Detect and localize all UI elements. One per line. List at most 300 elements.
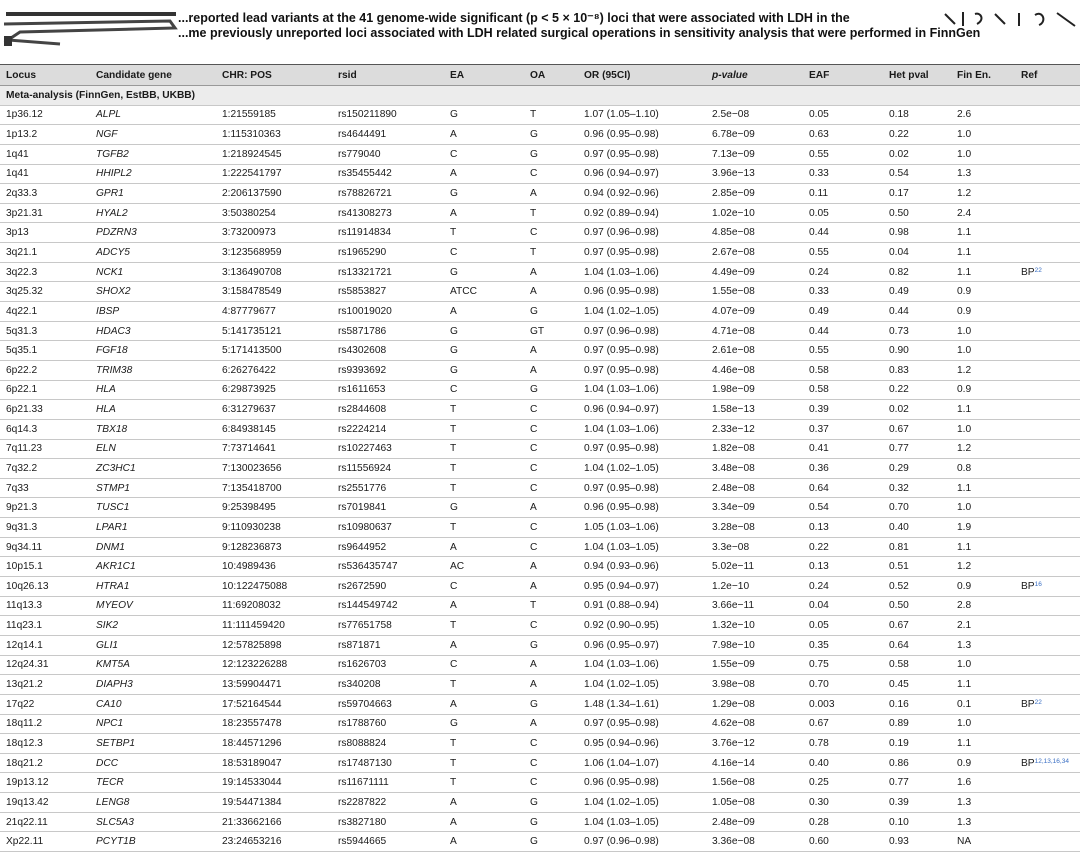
rsid-cell: rs1965290 [332, 243, 444, 263]
odds-ratio-cell: 0.91 (0.88–0.94) [578, 596, 706, 616]
locus-cell: 1q41 [0, 144, 90, 164]
table-header-row [0, 65, 1080, 86]
effect-allele-cell: T [444, 400, 524, 420]
eaf-cell: 0.13 [803, 518, 883, 538]
position-cell: 18:44571296 [216, 734, 332, 754]
rsid-cell: rs536435747 [332, 557, 444, 577]
het-pval-cell: 0.16 [883, 694, 951, 714]
eaf-cell: 0.22 [803, 537, 883, 557]
position-cell: 21:33662166 [216, 812, 332, 832]
odds-ratio-cell: 1.04 (1.03–1.06) [578, 262, 706, 282]
gene-cell: TGFB2 [90, 144, 216, 164]
other-allele-cell: A [524, 655, 578, 675]
other-allele-cell: G [524, 144, 578, 164]
other-allele-cell: C [524, 459, 578, 479]
table-row [0, 262, 1080, 282]
other-allele-cell: C [524, 773, 578, 793]
rsid-cell: rs2224214 [332, 419, 444, 439]
effect-allele-cell: C [444, 243, 524, 263]
eaf-cell: 0.54 [803, 498, 883, 518]
fin-enrichment-cell: 0.9 [951, 380, 1015, 400]
odds-ratio-cell: 1.04 (1.03–1.06) [578, 419, 706, 439]
odds-ratio-cell: 1.48 (1.34–1.61) [578, 694, 706, 714]
eaf-cell: 0.30 [803, 793, 883, 813]
fin-enrichment-cell: 1.0 [951, 341, 1015, 361]
other-allele-cell: C [524, 518, 578, 538]
ref-citation-link[interactable]: 22 [1034, 698, 1042, 706]
ref-cell [1015, 164, 1080, 184]
fin-enrichment-cell: 1.2 [951, 184, 1015, 204]
table-row [0, 302, 1080, 322]
ref-cell [1015, 773, 1080, 793]
fin-enrichment-cell: 1.1 [951, 537, 1015, 557]
column-header-fin-en: Fin En. [951, 65, 1015, 86]
other-allele-cell: C [524, 753, 578, 773]
eaf-cell: 0.75 [803, 655, 883, 675]
locus-cell: 11q23.1 [0, 616, 90, 636]
table-row [0, 164, 1080, 184]
ref-cell [1015, 321, 1080, 341]
het-pval-cell: 0.44 [883, 302, 951, 322]
locus-cell: 3p21.31 [0, 203, 90, 223]
het-pval-cell: 0.90 [883, 341, 951, 361]
gene-cell: HTRA1 [90, 577, 216, 597]
redaction-scribble-right [935, 10, 1080, 28]
eaf-cell: 0.64 [803, 478, 883, 498]
column-header-eaf: EAF [803, 65, 883, 86]
ref-cell [1015, 812, 1080, 832]
effect-allele-cell: A [444, 596, 524, 616]
ref-cell [1015, 262, 1080, 282]
position-cell: 9:110930238 [216, 518, 332, 538]
other-allele-cell: G [524, 302, 578, 322]
eaf-cell: 0.37 [803, 419, 883, 439]
het-pval-cell: 0.22 [883, 380, 951, 400]
locus-cell: 19p13.12 [0, 773, 90, 793]
table-row [0, 400, 1080, 420]
ref-cell [1015, 282, 1080, 302]
table-row [0, 714, 1080, 734]
locus-cell: 7q33 [0, 478, 90, 498]
position-cell: 7:130023656 [216, 459, 332, 479]
ref-cell [1015, 243, 1080, 263]
p-value-cell: 1.82e−08 [706, 439, 803, 459]
odds-ratio-cell: 0.96 (0.95–0.98) [578, 282, 706, 302]
table-row [0, 655, 1080, 675]
gene-cell: TRIM38 [90, 360, 216, 380]
eaf-cell: 0.55 [803, 243, 883, 263]
rsid-cell: rs5944665 [332, 832, 444, 852]
ref-cell [1015, 400, 1080, 420]
table-row [0, 243, 1080, 263]
position-cell: 10:122475088 [216, 577, 332, 597]
p-value-cell: 5.02e−11 [706, 557, 803, 577]
table-row [0, 203, 1080, 223]
position-cell: 13:59904471 [216, 675, 332, 695]
ref-label: BP [1021, 698, 1035, 710]
column-header-or: OR (95CI) [578, 65, 706, 86]
section-label: Meta-analysis (FinnGen, EstBB, UKBB) [0, 86, 1080, 106]
table-row [0, 105, 1080, 125]
locus-cell: 7q11.23 [0, 439, 90, 459]
fin-enrichment-cell: 1.1 [951, 243, 1015, 263]
table-row [0, 753, 1080, 773]
fin-enrichment-cell: 2.6 [951, 105, 1015, 125]
eaf-cell: 0.49 [803, 302, 883, 322]
odds-ratio-cell: 0.97 (0.95–0.98) [578, 341, 706, 361]
other-allele-cell: C [524, 400, 578, 420]
p-value-cell: 7.13e−09 [706, 144, 803, 164]
p-value-cell: 4.46e−08 [706, 360, 803, 380]
p-value-cell: 4.07e−09 [706, 302, 803, 322]
p-value-cell: 7.98e−10 [706, 635, 803, 655]
rsid-cell: rs1611653 [332, 380, 444, 400]
other-allele-cell: G [524, 832, 578, 852]
rsid-cell: rs340208 [332, 675, 444, 695]
effect-allele-cell: A [444, 812, 524, 832]
gene-cell: FGF18 [90, 341, 216, 361]
fin-enrichment-cell: 0.8 [951, 459, 1015, 479]
rsid-cell: rs10980637 [332, 518, 444, 538]
position-cell: 9:128236873 [216, 537, 332, 557]
locus-cell: 6q14.3 [0, 419, 90, 439]
locus-cell: 12q24.31 [0, 655, 90, 675]
gene-cell: ADCY5 [90, 243, 216, 263]
position-cell: 6:84938145 [216, 419, 332, 439]
position-cell: 10:4989436 [216, 557, 332, 577]
fin-enrichment-cell: 1.1 [951, 675, 1015, 695]
fin-enrichment-cell: 1.0 [951, 125, 1015, 145]
position-cell: 11:69208032 [216, 596, 332, 616]
eaf-cell: 0.67 [803, 714, 883, 734]
odds-ratio-cell: 0.92 (0.89–0.94) [578, 203, 706, 223]
fin-enrichment-cell: 1.0 [951, 144, 1015, 164]
gene-cell: HHIPL2 [90, 164, 216, 184]
odds-ratio-cell: 0.96 (0.95–0.97) [578, 635, 706, 655]
locus-cell: 3p13 [0, 223, 90, 243]
rsid-cell: rs11556924 [332, 459, 444, 479]
gene-cell: HLA [90, 380, 216, 400]
fin-enrichment-cell: 0.1 [951, 694, 1015, 714]
locus-cell: 9p21.3 [0, 498, 90, 518]
fin-enrichment-cell: 1.1 [951, 478, 1015, 498]
position-cell: 1:115310363 [216, 125, 332, 145]
locus-cell: 21q22.11 [0, 812, 90, 832]
ref-cell [1015, 577, 1080, 597]
eaf-cell: 0.39 [803, 400, 883, 420]
rsid-cell: rs11671111 [332, 773, 444, 793]
rsid-cell: rs8088824 [332, 734, 444, 754]
odds-ratio-cell: 0.97 (0.96–0.98) [578, 223, 706, 243]
fin-enrichment-cell: 0.9 [951, 282, 1015, 302]
ref-citation-link[interactable]: 16 [1034, 580, 1042, 588]
p-value-cell: 3.98e−08 [706, 675, 803, 695]
gene-cell: PCYT1B [90, 832, 216, 852]
other-allele-cell: C [524, 439, 578, 459]
p-value-cell: 1.29e−08 [706, 694, 803, 714]
eaf-cell: 0.70 [803, 675, 883, 695]
rsid-cell: rs10019020 [332, 302, 444, 322]
fin-enrichment-cell: 1.0 [951, 714, 1015, 734]
table-row [0, 144, 1080, 164]
locus-cell: 6p22.2 [0, 360, 90, 380]
odds-ratio-cell: 0.95 (0.94–0.97) [578, 577, 706, 597]
rsid-cell: rs11914834 [332, 223, 444, 243]
table-row [0, 223, 1080, 243]
odds-ratio-cell: 0.96 (0.95–0.98) [578, 773, 706, 793]
fin-enrichment-cell: 0.9 [951, 302, 1015, 322]
ref-cell [1015, 734, 1080, 754]
ref-cell [1015, 341, 1080, 361]
effect-allele-cell: ATCC [444, 282, 524, 302]
effect-allele-cell: G [444, 321, 524, 341]
ref-citation-link[interactable]: 22 [1034, 266, 1042, 274]
locus-cell: 18q11.2 [0, 714, 90, 734]
het-pval-cell: 0.10 [883, 812, 951, 832]
rsid-cell: rs3827180 [332, 812, 444, 832]
other-allele-cell: G [524, 694, 578, 714]
rsid-cell: rs1626703 [332, 655, 444, 675]
table-row [0, 773, 1080, 793]
p-value-cell: 6.78e−09 [706, 125, 803, 145]
effect-allele-cell: A [444, 302, 524, 322]
position-cell: 3:50380254 [216, 203, 332, 223]
p-value-cell: 3.66e−11 [706, 596, 803, 616]
rsid-cell: rs2672590 [332, 577, 444, 597]
eaf-cell: 0.78 [803, 734, 883, 754]
other-allele-cell: T [524, 105, 578, 125]
ref-cell [1015, 144, 1080, 164]
rsid-cell: rs2844608 [332, 400, 444, 420]
het-pval-cell: 0.51 [883, 557, 951, 577]
effect-allele-cell: T [444, 753, 524, 773]
fin-enrichment-cell: 1.6 [951, 773, 1015, 793]
odds-ratio-cell: 1.04 (1.03–1.05) [578, 537, 706, 557]
column-header-chr-pos: CHR: POS [216, 65, 332, 86]
other-allele-cell: T [524, 243, 578, 263]
eaf-cell: 0.58 [803, 380, 883, 400]
gene-cell: TUSC1 [90, 498, 216, 518]
ref-cell [1015, 557, 1080, 577]
effect-allele-cell: G [444, 360, 524, 380]
p-value-cell: 4.85e−08 [706, 223, 803, 243]
odds-ratio-cell: 1.04 (1.03–1.06) [578, 380, 706, 400]
eaf-cell: 0.36 [803, 459, 883, 479]
other-allele-cell: C [524, 223, 578, 243]
position-cell: 5:171413500 [216, 341, 332, 361]
het-pval-cell: 0.81 [883, 537, 951, 557]
fin-enrichment-cell: 1.3 [951, 164, 1015, 184]
caption-line-1: ...reported lead variants at the 41 genome-wide significant (p < 5 × 10⁻⁸) loci that were associated with LDH in the [178, 11, 850, 25]
effect-allele-cell: A [444, 694, 524, 714]
other-allele-cell: G [524, 812, 578, 832]
position-cell: 12:123226288 [216, 655, 332, 675]
odds-ratio-cell: 0.97 (0.96–0.98) [578, 321, 706, 341]
gene-cell: TECR [90, 773, 216, 793]
table-row [0, 478, 1080, 498]
eaf-cell: 0.05 [803, 203, 883, 223]
fin-enrichment-cell: 1.0 [951, 498, 1015, 518]
table-row [0, 282, 1080, 302]
p-value-cell: 1.58e−13 [706, 400, 803, 420]
ref-cell [1015, 302, 1080, 322]
het-pval-cell: 0.67 [883, 616, 951, 636]
effect-allele-cell: A [444, 125, 524, 145]
column-header-ref: Ref [1015, 65, 1080, 86]
rsid-cell: rs5871786 [332, 321, 444, 341]
effect-allele-cell: T [444, 773, 524, 793]
eaf-cell: 0.55 [803, 341, 883, 361]
locus-cell: 19q13.42 [0, 793, 90, 813]
gene-cell: DCC [90, 753, 216, 773]
het-pval-cell: 0.86 [883, 753, 951, 773]
effect-allele-cell: C [444, 144, 524, 164]
ref-label: BP [1021, 266, 1035, 278]
effect-allele-cell: T [444, 518, 524, 538]
table-row [0, 459, 1080, 479]
gene-cell: STMP1 [90, 478, 216, 498]
column-header-oa: OA [524, 65, 578, 86]
eaf-cell: 0.33 [803, 282, 883, 302]
locus-cell: 6p21.33 [0, 400, 90, 420]
table-row [0, 596, 1080, 616]
p-value-cell: 1.98e−09 [706, 380, 803, 400]
gene-cell: CA10 [90, 694, 216, 714]
position-cell: 6:29873925 [216, 380, 332, 400]
odds-ratio-cell: 0.96 (0.94–0.97) [578, 164, 706, 184]
p-value-cell: 1.05e−08 [706, 793, 803, 813]
fin-enrichment-cell: 2.1 [951, 616, 1015, 636]
locus-cell: 18q21.2 [0, 753, 90, 773]
table-row [0, 125, 1080, 145]
locus-cell: Xp22.11 [0, 832, 90, 852]
effect-allele-cell: T [444, 734, 524, 754]
locus-cell: 2q33.3 [0, 184, 90, 204]
gene-cell: PDZRN3 [90, 223, 216, 243]
eaf-cell: 0.44 [803, 223, 883, 243]
p-value-cell: 3.76e−12 [706, 734, 803, 754]
table-row [0, 793, 1080, 813]
rsid-cell: rs5853827 [332, 282, 444, 302]
p-value-cell: 3.48e−08 [706, 459, 803, 479]
odds-ratio-cell: 0.97 (0.95–0.98) [578, 360, 706, 380]
p-value-cell: 1.2e−10 [706, 577, 803, 597]
locus-cell: 5q31.3 [0, 321, 90, 341]
column-header-p-value: p-value [706, 65, 803, 86]
het-pval-cell: 0.04 [883, 243, 951, 263]
locus-cell: 6p22.1 [0, 380, 90, 400]
odds-ratio-cell: 1.04 (1.02–1.05) [578, 459, 706, 479]
eaf-cell: 0.41 [803, 439, 883, 459]
rsid-cell: rs144549742 [332, 596, 444, 616]
locus-cell: 3q21.1 [0, 243, 90, 263]
column-header-ea: EA [444, 65, 524, 86]
eaf-cell: 0.44 [803, 321, 883, 341]
eaf-cell: 0.60 [803, 832, 883, 852]
rsid-cell: rs17487130 [332, 753, 444, 773]
eaf-cell: 0.33 [803, 164, 883, 184]
ref-cell [1015, 753, 1080, 773]
p-value-cell: 2.61e−08 [706, 341, 803, 361]
locus-cell: 9q34.11 [0, 537, 90, 557]
rsid-cell: rs779040 [332, 144, 444, 164]
gene-cell: HDAC3 [90, 321, 216, 341]
other-allele-cell: C [524, 537, 578, 557]
gene-cell: LPAR1 [90, 518, 216, 538]
het-pval-cell: 0.58 [883, 655, 951, 675]
locus-cell: 9q31.3 [0, 518, 90, 538]
position-cell: 3:158478549 [216, 282, 332, 302]
eaf-cell: 0.003 [803, 694, 883, 714]
gene-cell: SETBP1 [90, 734, 216, 754]
het-pval-cell: 0.39 [883, 793, 951, 813]
het-pval-cell: 0.02 [883, 400, 951, 420]
p-value-cell: 2.33e−12 [706, 419, 803, 439]
ref-citation-link[interactable]: 12,13,16,34 [1034, 757, 1069, 765]
locus-cell: 10q26.13 [0, 577, 90, 597]
other-allele-cell: G [524, 125, 578, 145]
effect-allele-cell: T [444, 478, 524, 498]
rsid-cell: rs41308273 [332, 203, 444, 223]
ref-cell [1015, 419, 1080, 439]
gene-cell: AKR1C1 [90, 557, 216, 577]
other-allele-cell: G [524, 793, 578, 813]
effect-allele-cell: A [444, 164, 524, 184]
rsid-cell: rs59704663 [332, 694, 444, 714]
locus-cell: 5q35.1 [0, 341, 90, 361]
effect-allele-cell: C [444, 655, 524, 675]
gene-cell: SLC5A3 [90, 812, 216, 832]
p-value-cell: 3.34e−09 [706, 498, 803, 518]
redaction-scribble [0, 6, 180, 50]
effect-allele-cell: G [444, 714, 524, 734]
fin-enrichment-cell: 0.9 [951, 753, 1015, 773]
ref-cell [1015, 459, 1080, 479]
p-value-cell: 3.28e−08 [706, 518, 803, 538]
position-cell: 2:206137590 [216, 184, 332, 204]
odds-ratio-cell: 0.97 (0.95–0.98) [578, 714, 706, 734]
odds-ratio-cell: 1.04 (1.03–1.06) [578, 655, 706, 675]
ref-cell [1015, 498, 1080, 518]
table-row [0, 518, 1080, 538]
table-row [0, 341, 1080, 361]
table-row [0, 439, 1080, 459]
column-header-het-pval: Het pval [883, 65, 951, 86]
gene-cell: NGF [90, 125, 216, 145]
odds-ratio-cell: 0.97 (0.95–0.98) [578, 243, 706, 263]
het-pval-cell: 0.82 [883, 262, 951, 282]
other-allele-cell: A [524, 360, 578, 380]
p-value-cell: 1.32e−10 [706, 616, 803, 636]
table-row [0, 694, 1080, 714]
ref-cell [1015, 714, 1080, 734]
ref-label: BP [1021, 757, 1035, 769]
het-pval-cell: 0.77 [883, 439, 951, 459]
fin-enrichment-cell: 1.1 [951, 734, 1015, 754]
table-row [0, 832, 1080, 852]
locus-cell: 4q22.1 [0, 302, 90, 322]
fin-enrichment-cell: 1.2 [951, 360, 1015, 380]
rsid-cell: rs13321721 [332, 262, 444, 282]
het-pval-cell: 0.40 [883, 518, 951, 538]
eaf-cell: 0.55 [803, 144, 883, 164]
table-row [0, 577, 1080, 597]
odds-ratio-cell: 0.96 (0.95–0.98) [578, 498, 706, 518]
odds-ratio-cell: 1.05 (1.03–1.06) [578, 518, 706, 538]
effect-allele-cell: A [444, 203, 524, 223]
other-allele-cell: A [524, 262, 578, 282]
ref-cell [1015, 380, 1080, 400]
